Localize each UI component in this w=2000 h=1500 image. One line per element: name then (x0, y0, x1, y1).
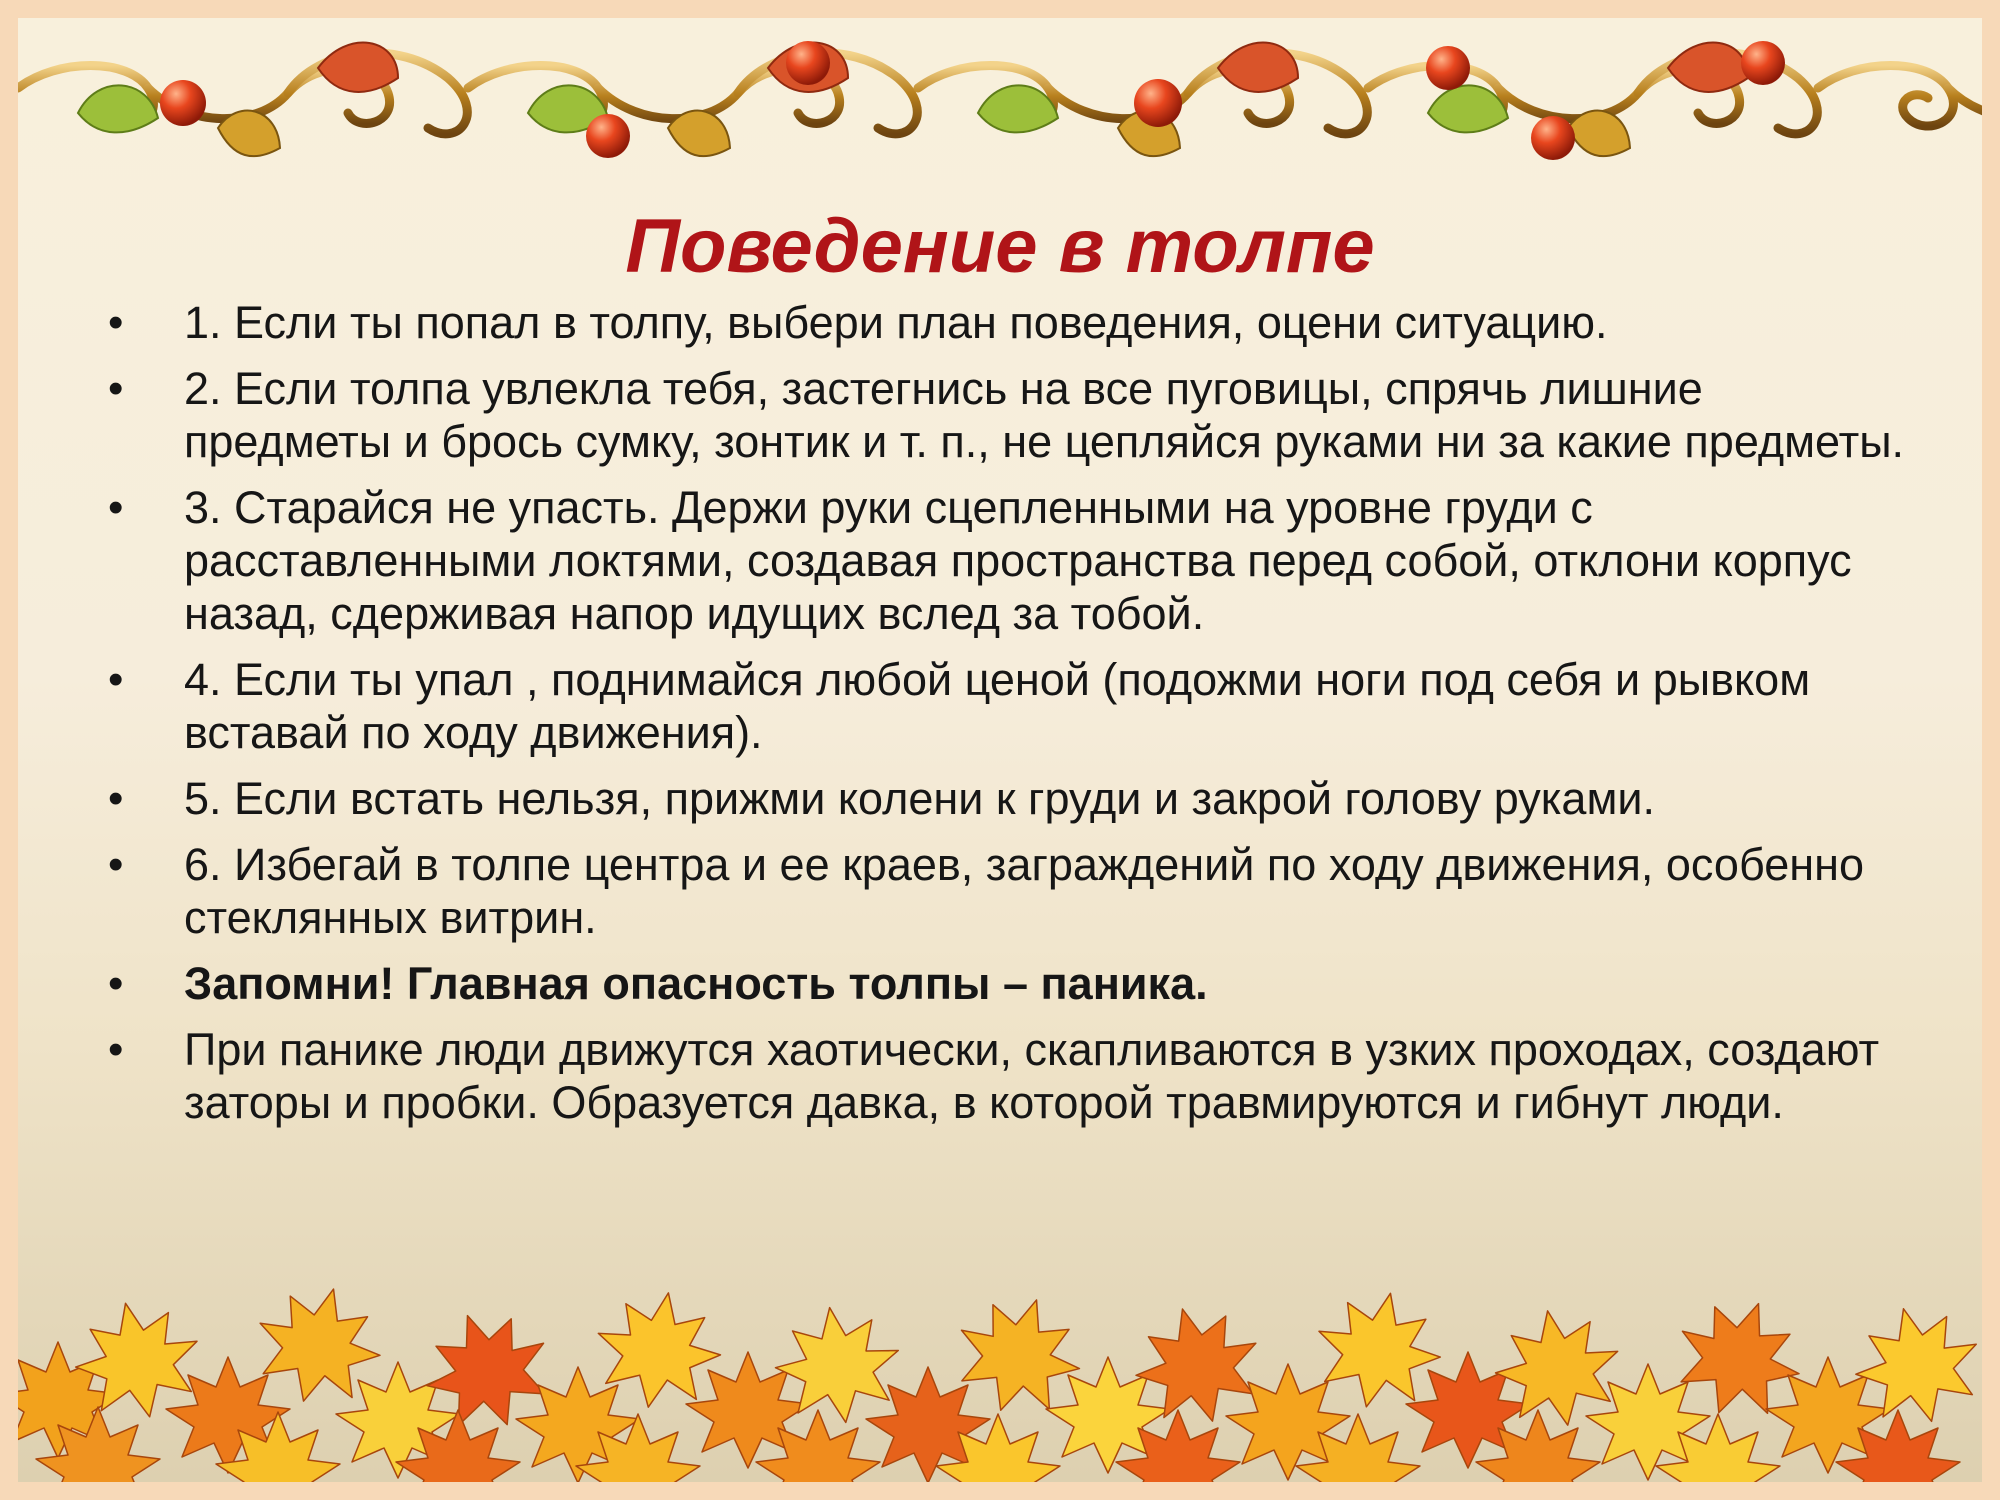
bullet-marker: • (108, 483, 124, 532)
bullet-marker: • (108, 364, 124, 413)
list-item-text: Запомни! Главная опасность толпы – паника. (184, 958, 1208, 1009)
rowan-scroll-ornament (18, 18, 1982, 198)
slide-title: Поведение в толпе (625, 204, 1375, 289)
list-item (90, 772, 1920, 825)
bullet-marker: • (108, 840, 124, 889)
list-item (90, 1023, 1920, 1129)
bullet-marker: • (108, 959, 124, 1008)
list-item (90, 362, 1920, 468)
list-item-text: 3. Старайся не упасть. Держи руки сцепленными на уровне груди с расставленными локтями, создавая пространства перед собой, отклони корпус назад, сдерживая напор идущих вслед за тобой. (184, 482, 1852, 639)
list-item-text: 6. Избегай в толпе центра и ее краев, заграждений по ходу движения, особенно стеклянных витрин. (184, 839, 1864, 943)
list-item-text: 4. Если ты упал , поднимайся любой ценой (подожми ноги под себя и рывком вставай по ходу движения). (184, 654, 1811, 758)
list-item-text: При панике люди движутся хаотически, скапливаются в узких проходах, создают заторы и пробки. Образуется давка, в которой травмируются и гибнут люди. (184, 1024, 1880, 1128)
bullet-marker: • (108, 298, 124, 347)
bullet-marker: • (108, 774, 124, 823)
list-item-text: 5. Если встать нельзя, прижми колени к груди и закрой голову руками. (184, 773, 1656, 824)
list-item (90, 838, 1920, 944)
maple-leaves-border (18, 1252, 1982, 1482)
slide (18, 18, 1982, 1482)
bullet-marker: • (108, 655, 124, 704)
list-item-emphasis (90, 957, 1920, 1010)
bullet-marker: • (108, 1025, 124, 1074)
list-item (90, 653, 1920, 759)
list-item (90, 296, 1920, 349)
list-item-text: 1. Если ты попал в толпу, выбери план поведения, оцени ситуацию. (184, 297, 1608, 348)
bullet-list (90, 296, 1920, 1142)
list-item (90, 481, 1920, 640)
list-item-text: 2. Если толпа увлекла тебя, застегнись на все пуговицы, спрячь лишние предметы и брось сумку, зонтик и т. п., не цепляйся руками ни за какие предметы. (184, 363, 1905, 467)
